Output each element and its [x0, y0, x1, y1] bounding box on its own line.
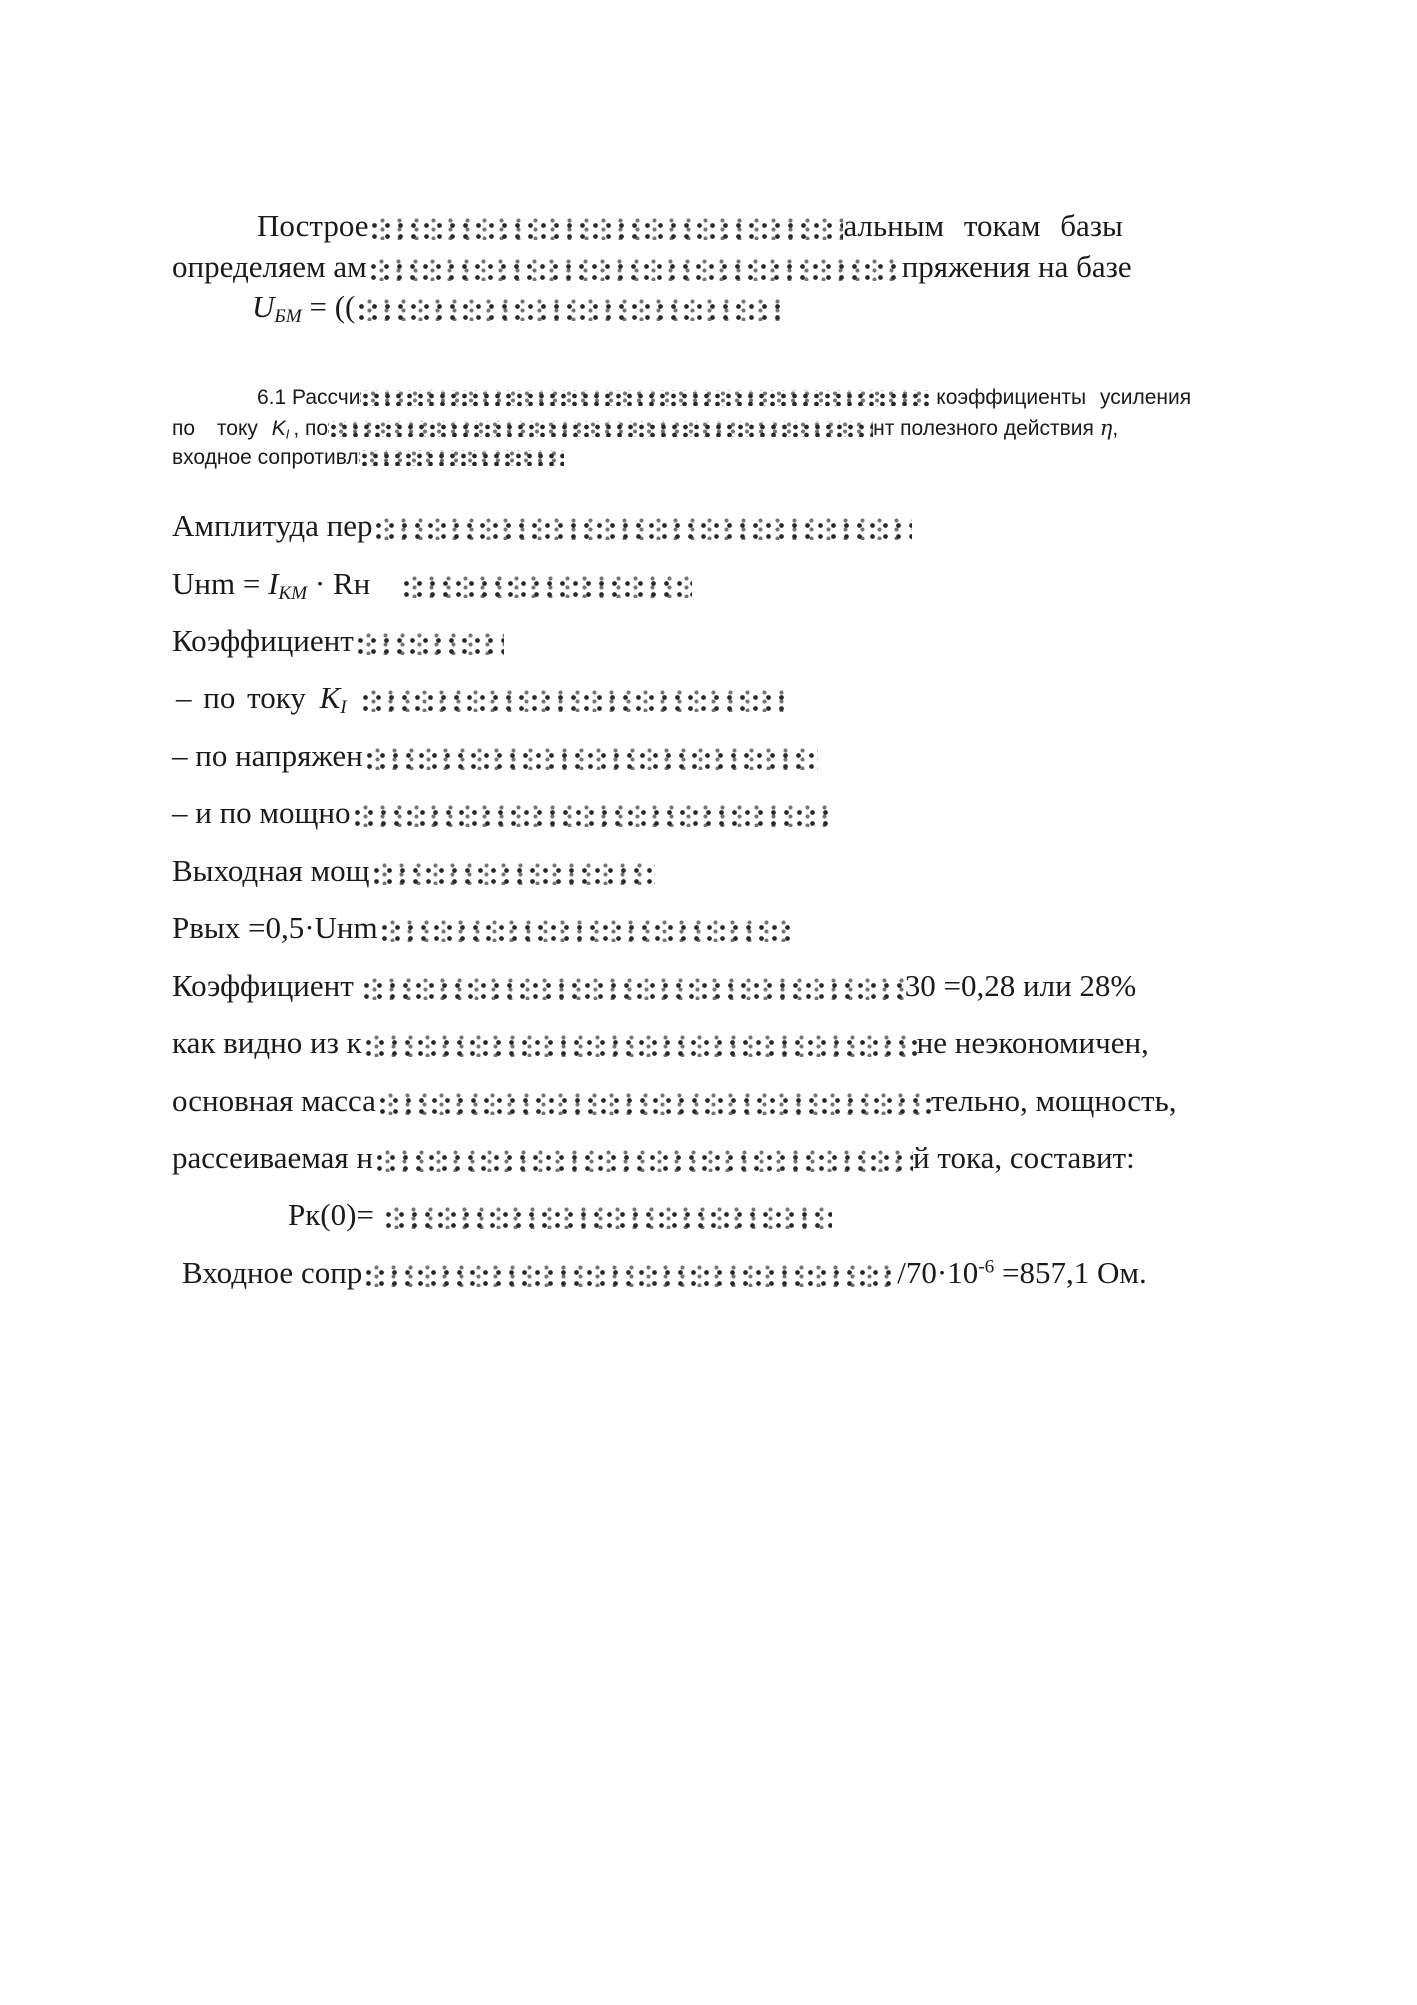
- redaction-mask: [372, 518, 912, 540]
- redaction-mask: [328, 421, 873, 437]
- redaction-mask: [368, 218, 843, 240]
- redaction-mask: [370, 863, 655, 885]
- redaction-mask: [382, 1207, 832, 1229]
- line-power-gain: [172, 797, 836, 828]
- formula-subscript: БМ: [274, 305, 302, 327]
- text-fragment: пряжения на базе: [901, 249, 1132, 284]
- formula-text: Uнm =: [172, 566, 261, 601]
- line-economy: [172, 1027, 1149, 1058]
- text-fragment: не неэкономичен,: [916, 1025, 1149, 1060]
- text-fragment: по току: [172, 417, 258, 440]
- redaction-mask: [376, 1093, 931, 1115]
- line-current-gain: [176, 682, 789, 717]
- text-fragment: нт полезного действия: [873, 417, 1094, 440]
- redaction-mask: [378, 920, 798, 942]
- redaction-mask: [359, 690, 789, 712]
- redaction-mask: [362, 1265, 897, 1287]
- superscript: -6: [978, 1256, 995, 1278]
- redaction-mask: [360, 390, 930, 406]
- redaction-mask: [354, 633, 504, 655]
- text-fragment: коэффициенты усиления: [936, 386, 1192, 409]
- formula-unm: [172, 568, 692, 603]
- formula-pout: [172, 912, 798, 943]
- formula-text: Pк(0)=: [288, 1197, 374, 1232]
- redaction-mask: [373, 1150, 913, 1172]
- line-main-mass: [172, 1085, 1177, 1116]
- text-fragment: Амплитуда пер: [172, 508, 373, 543]
- para-build-line-1: [257, 210, 1123, 241]
- formula-ubm: [252, 291, 785, 326]
- redaction-mask: [359, 450, 564, 466]
- formula-text: · Rн: [314, 566, 371, 601]
- text-fragment: Коэффициент: [172, 623, 354, 658]
- para-build-line-2: [172, 251, 1132, 282]
- text-fragment: 6.1 Рассчи: [257, 386, 361, 409]
- text-fragment: Построе: [257, 208, 369, 243]
- redaction-mask: [355, 299, 785, 321]
- text-fragment: 30 =0,28 или 28%: [904, 968, 1137, 1003]
- text-fragment: й тока, составит:: [913, 1140, 1135, 1175]
- symbol-k: K: [271, 417, 286, 440]
- line-dissipated: [172, 1142, 1135, 1173]
- heading-6-1-line-2: [172, 418, 1118, 440]
- text-fragment: определяем ам: [172, 249, 367, 284]
- line-amplitude: [172, 510, 912, 541]
- symbol-subscript: I: [340, 696, 347, 718]
- text-fragment: – и по мощно: [172, 795, 351, 830]
- text-fragment: Выходная мощ: [172, 853, 370, 888]
- redaction-mask: [362, 1035, 917, 1057]
- text-fragment: как видно из к: [172, 1025, 362, 1060]
- text-fragment: =857,1 Ом.: [1001, 1255, 1147, 1290]
- redaction-mask: [367, 259, 902, 281]
- redaction-mask: [360, 978, 905, 1000]
- symbol-subscript: I: [285, 426, 290, 442]
- text-fragment: Коэффициент: [172, 968, 354, 1003]
- text-fragment: Входное сопр: [182, 1255, 363, 1290]
- text-fragment: – по напряжен: [172, 738, 363, 773]
- formula-subscript: КМ: [278, 582, 308, 604]
- line-input-resistance: [182, 1257, 1147, 1288]
- text-fragment: ,: [1112, 417, 1119, 440]
- formula-pk0: [288, 1199, 832, 1230]
- text-fragment: /70·10: [897, 1255, 979, 1290]
- text-fragment: тельно, мощность,: [930, 1083, 1177, 1118]
- formula-symbol: U: [252, 289, 275, 324]
- text-fragment: рассеиваемая н: [172, 1140, 374, 1175]
- text-fragment: основная масса: [172, 1083, 376, 1118]
- heading-6-1-line-3: [172, 447, 564, 468]
- symbol-eta: η: [1099, 416, 1113, 440]
- redaction-mask: [363, 748, 818, 770]
- line-efficiency: [172, 970, 1136, 1001]
- line-coefficients: [172, 625, 504, 656]
- text-fragment: входное сопротивл: [172, 446, 359, 469]
- redaction-mask: [400, 576, 692, 598]
- symbol-k: K: [319, 680, 341, 715]
- formula-text: Pвых =0,5·Uнm: [172, 910, 378, 945]
- line-output-power: [172, 855, 655, 886]
- line-voltage-gain: [172, 740, 818, 771]
- text-fragment: – по току: [176, 680, 306, 715]
- text-fragment: , по: [293, 417, 329, 440]
- text-fragment: альным токам базы: [843, 208, 1123, 243]
- formula-text: = ((: [309, 289, 356, 324]
- heading-6-1-line-1: [257, 387, 1191, 408]
- redaction-mask: [351, 805, 836, 827]
- formula-symbol: I: [268, 566, 279, 601]
